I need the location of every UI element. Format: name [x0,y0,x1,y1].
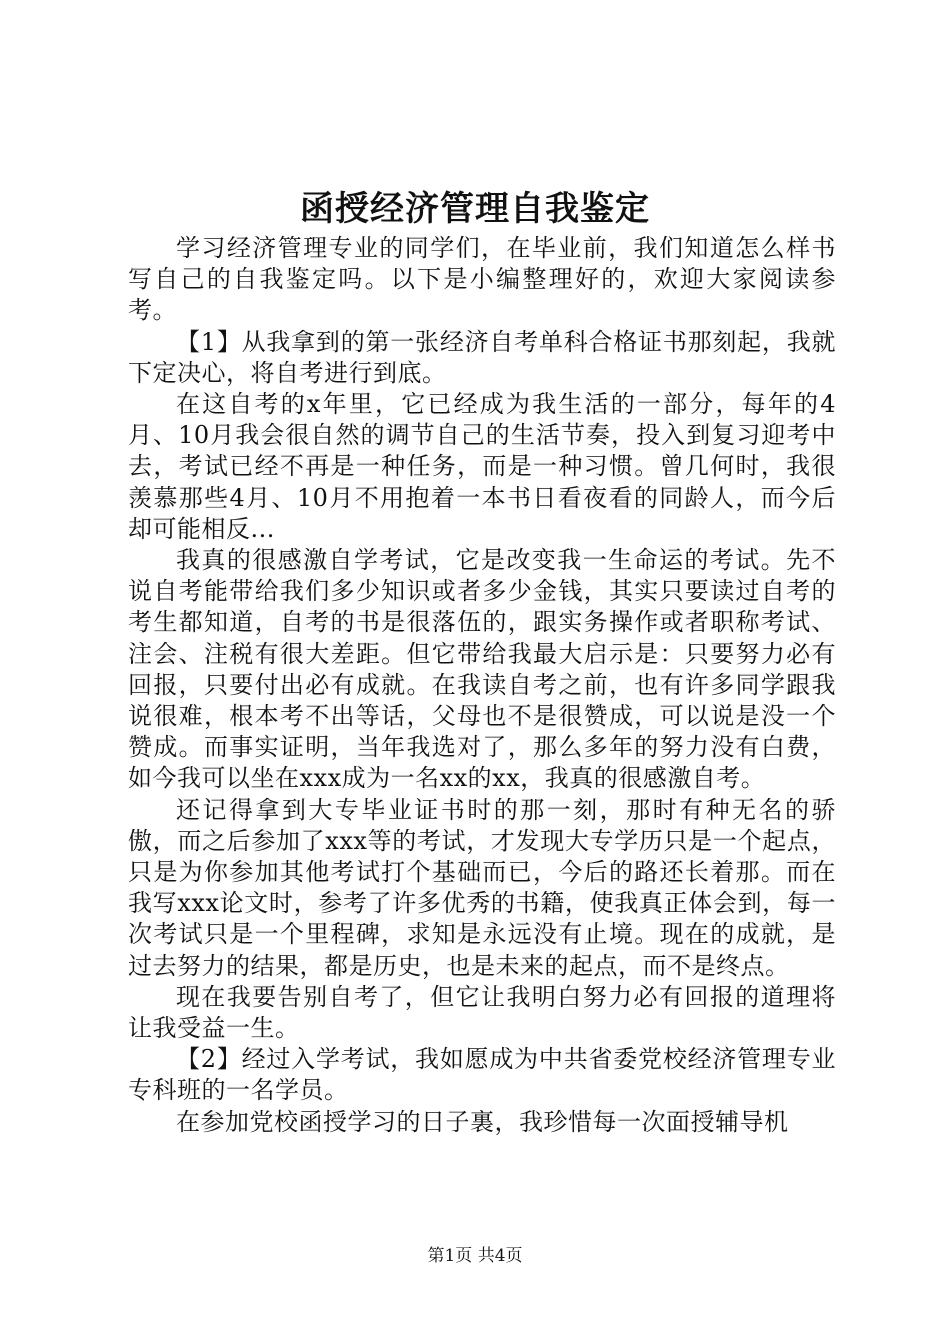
paragraph-section-2-start: 【2】经过入学考试，我如愿成为中共省委党校经济管理专业专科班的一名学员。 [128,1045,836,1105]
page-number-footer: 第1页 共4页 [427,1246,523,1266]
paragraph-exam-years: 在这自考的x年里，它已经成为我生活的一部分，每年的4月、10月我会很自然的调节自己的生活节奏，投入到复习迎考中去，考试已经不再是一种任务，而是一种习惯。曾几何时，我很羡慕那些4月、10月不用抱着一本书日看夜看的同龄人，而今后却可能相反... [128,390,836,543]
paragraph-section-1-start: 【1】从我拿到的第一张经济自考单科合格证书那刻起，我就下定决心，将自考进行到底。 [128,327,836,387]
paragraph-graduation: 还记得拿到大专毕业证书时的那一刻，那时有种无名的骄傲，而之后参加了xxx等的考试，才发现大专学历只是一个起点，只是为你参加其他考试打个基础而已，今后的路还长着那。而在我写xxx论文时，参考了许多优秀的书籍，使我真正体会到，每一次考试只是一个里程碑，求知是永远没有止境。现在的成就，是过去努力的结果，都是历史，也是未来的起点，而不是终点。 [128,795,836,980]
paragraph-intro: 学习经济管理专业的同学们，在毕业前，我们知道怎么样书写自己的自我鉴定吗。以下是小编整理好的，欢迎大家阅读参考。 [128,234,836,325]
document-body [128,233,836,1138]
paragraph-study-days: 在参加党校函授学习的日子裏，我珍惜每一次面授辅导机 [176,1107,789,1136]
paragraph-gratitude: 我真的很感激自学考试，它是改变我一生命运的考试。先不说自考能带给我们多少知识或者多少金钱，其实只要读过自考的考生都知道，自考的书是很落伍的，跟实务操作或者职称考试、注会、注税有很大差距。但它带给我最大启示是：只要努力必有回报，只要付出必有成就。在我读自考之前，也有许多同学跟我说很难，根本考不出等话，父母也不是很赞成，可以说是没一个赞成。而事实证明，当年我选对了，那么多年的努力没有白费，如今我可以坐在xxx成为一名xx的xx，我真的很感激自考。 [128,546,836,793]
document-title: 函授经济管理自我鉴定 [300,189,650,229]
paragraph-farewell: 现在我要告别自考了，但它让我明白努力必有回报的道理将让我受益一生。 [128,982,836,1043]
